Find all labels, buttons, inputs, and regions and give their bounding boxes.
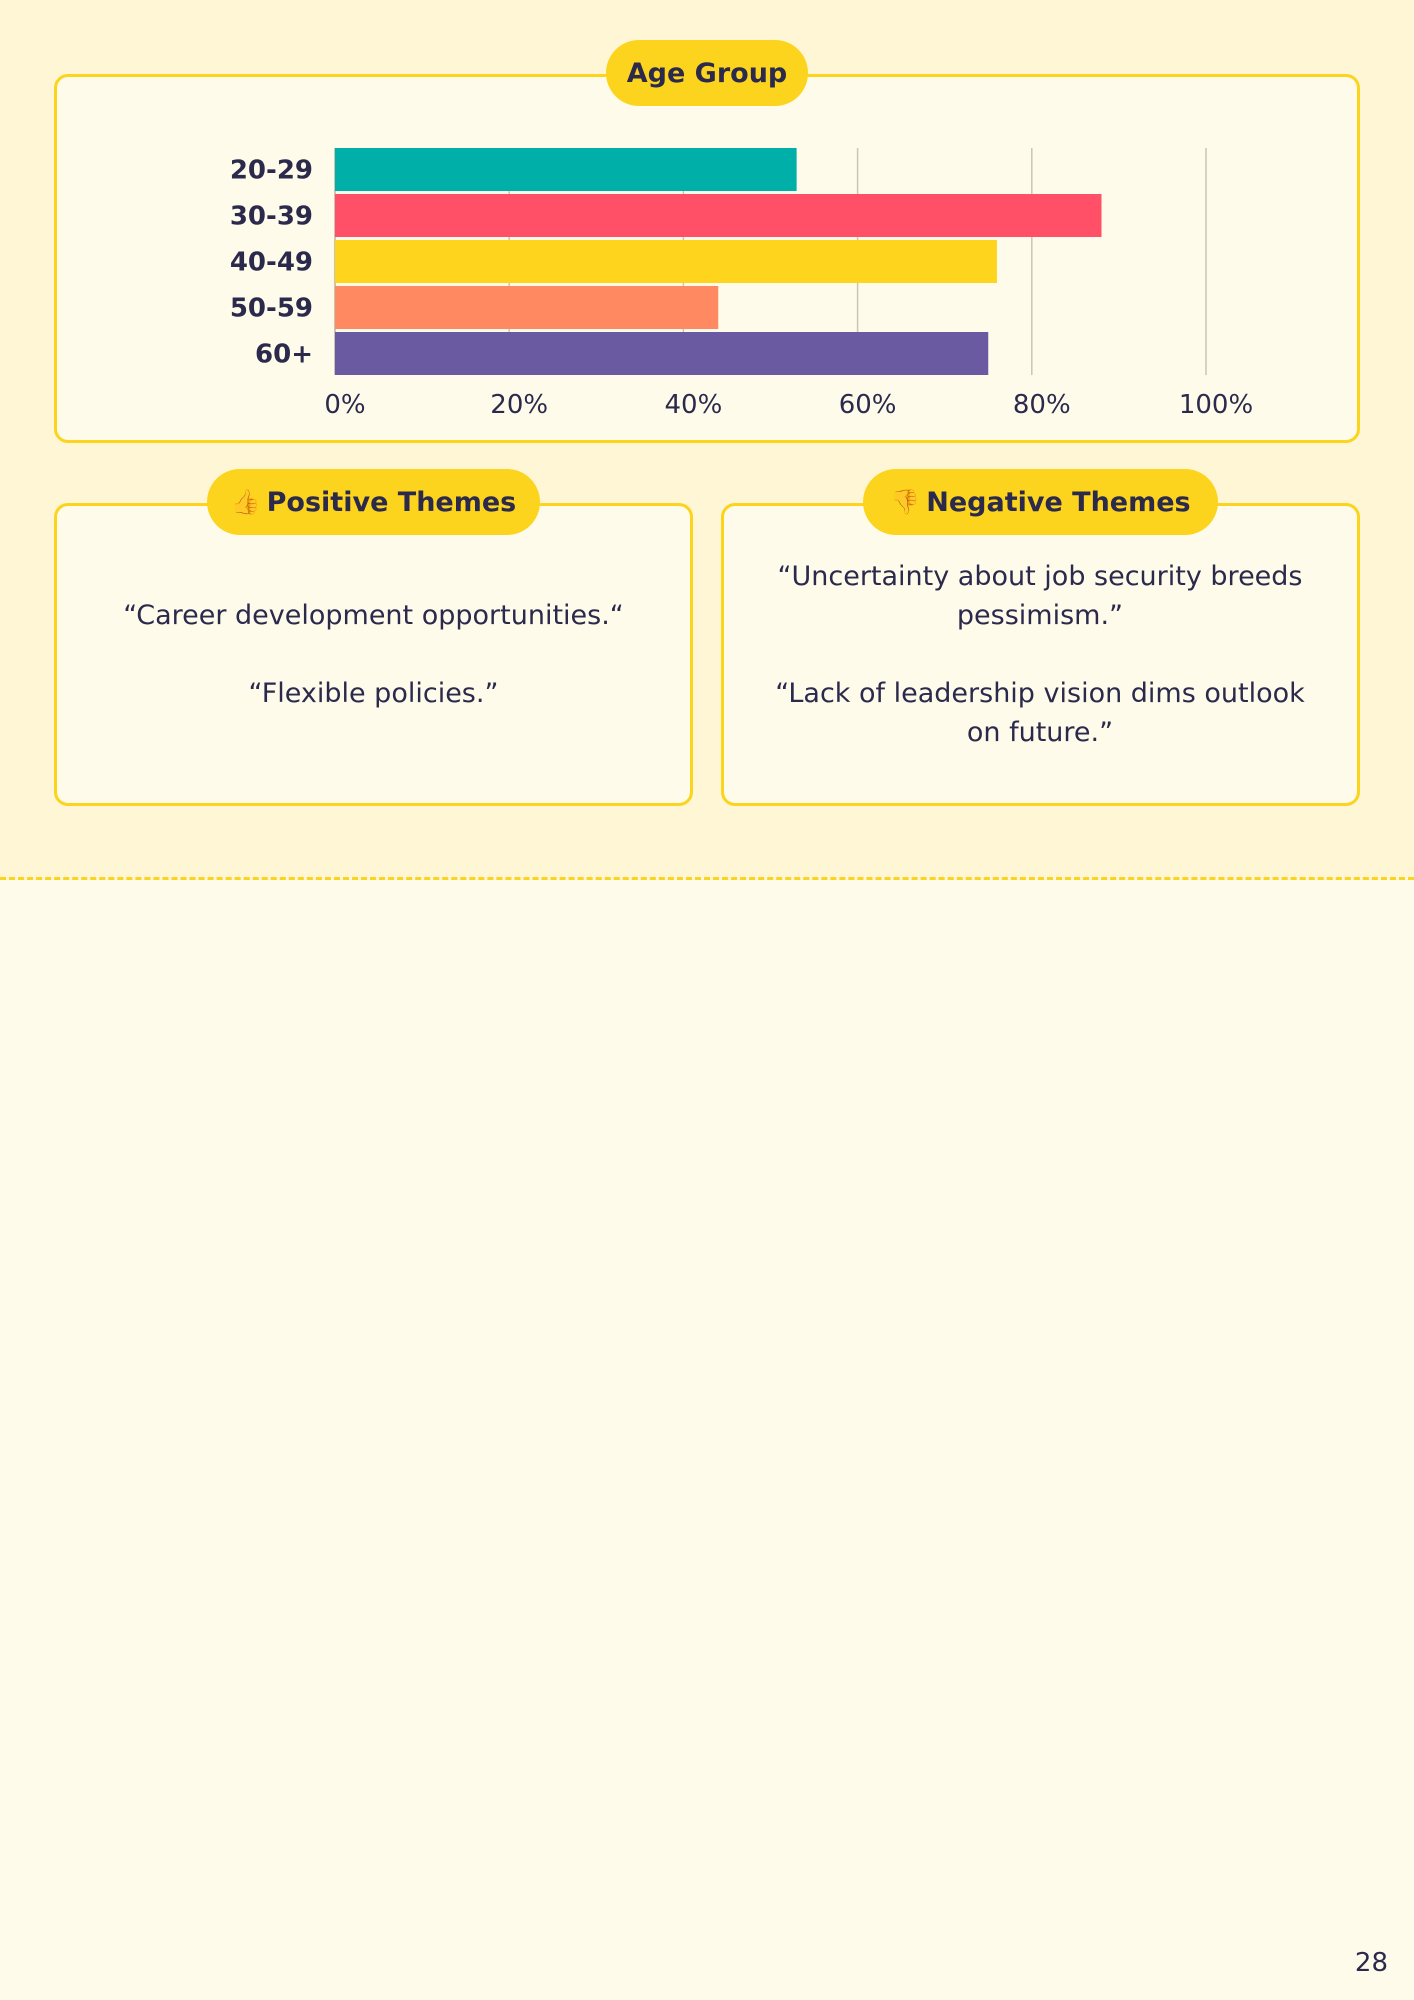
positive-themes-pill bbox=[207, 469, 540, 535]
x-tick-label: 0% bbox=[324, 390, 366, 420]
age-group-title: Age Group bbox=[626, 57, 788, 89]
x-tick-label: 40% bbox=[664, 390, 723, 420]
category-label: 50-59 bbox=[229, 293, 313, 324]
bar bbox=[335, 332, 988, 375]
x-tick-label: 80% bbox=[1012, 390, 1071, 420]
x-tick-label: 60% bbox=[838, 390, 897, 420]
bar bbox=[335, 286, 718, 329]
page-number: 28 bbox=[1354, 1948, 1388, 1978]
positive-quote: “Career development opportunities.“ bbox=[123, 600, 624, 631]
negative-themes-pill bbox=[863, 469, 1218, 535]
positive-quote: “Flexible policies.” bbox=[248, 678, 499, 709]
negative-quote: “Uncertainty about job security breeds pessimism.” bbox=[777, 561, 1303, 631]
x-tick-label: 100% bbox=[1178, 390, 1254, 420]
positive-themes-title: Positive Themes bbox=[266, 486, 517, 518]
age-group-title-pill bbox=[606, 40, 808, 106]
category-label: 30-39 bbox=[229, 201, 313, 232]
category-label: 40-49 bbox=[229, 247, 313, 278]
bar bbox=[335, 240, 997, 283]
category-label: 20-29 bbox=[229, 155, 313, 186]
positive-quotes bbox=[70, 596, 677, 713]
category-label: 60+ bbox=[255, 339, 313, 370]
bar bbox=[335, 148, 797, 191]
negative-quotes bbox=[765, 557, 1315, 752]
x-tick-label: 20% bbox=[490, 390, 549, 420]
thumbs-down-icon: 👎 bbox=[890, 488, 921, 516]
negative-themes-title: Negative Themes bbox=[926, 486, 1191, 518]
negative-quote: “Lack of leadership vision dims outlook on future.” bbox=[775, 678, 1305, 748]
bar bbox=[335, 194, 1101, 237]
thumbs-up-icon: 👍 bbox=[230, 488, 261, 516]
